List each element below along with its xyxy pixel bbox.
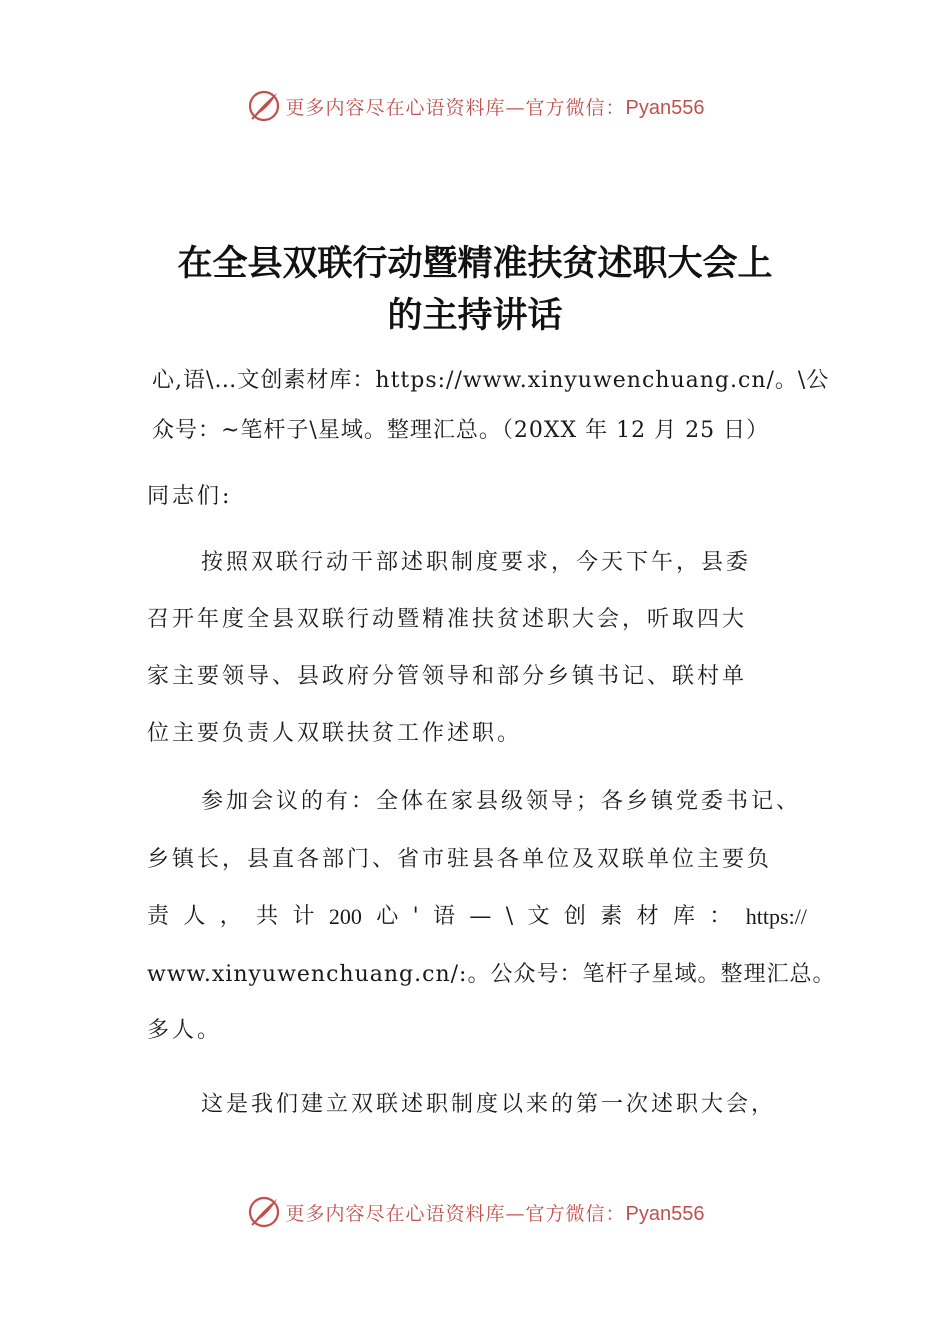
token: 库 bbox=[673, 904, 696, 929]
token: ' bbox=[412, 904, 419, 929]
banner-text: 更多内容尽在心语资料库—官方微信：Pyan556 bbox=[285, 96, 705, 119]
token: 语 bbox=[433, 904, 456, 929]
header-watermark-banner bbox=[0, 84, 950, 128]
token: 文 bbox=[527, 904, 550, 929]
document-title bbox=[100, 238, 850, 342]
token: 素 bbox=[600, 904, 623, 929]
token: https:// bbox=[745, 904, 807, 929]
source-line-1: 心,语\…文创素材库：https://www.xinyuwenchuang.cn/。\公 bbox=[152, 368, 830, 393]
title-line-1: 在全县双联行动暨精准扶贫述职大会上 bbox=[177, 243, 773, 284]
token: 共 bbox=[256, 904, 279, 929]
token: ： bbox=[709, 904, 732, 929]
banner-text: 更多内容尽在心语资料库—官方微信：Pyan556 bbox=[285, 1202, 705, 1225]
para3-line-1: 这是我们建立双联述职制度以来的第一次述职大会， bbox=[201, 1092, 777, 1117]
para2-line-2: 乡镇长，县直各部门、省市驻县各单位及双联单位主要负 bbox=[147, 847, 773, 872]
para1-line-2: 召开年度全县双联行动暨精准扶贫述职大会，听取四大 bbox=[147, 607, 748, 632]
footer-watermark-banner bbox=[0, 1190, 950, 1234]
token: 人 bbox=[183, 904, 206, 929]
para2-line-3 bbox=[147, 902, 807, 932]
para1-line-4: 位主要负责人双联扶贫工作述职。 bbox=[147, 721, 523, 746]
title-line-2: 的主持讲话 bbox=[387, 295, 563, 336]
source-line-2: 众号：~笔杆子\星域。整理汇总。（20XX 年 12 月 25 日） bbox=[152, 418, 770, 443]
token: 责 bbox=[147, 904, 170, 929]
token: ， bbox=[219, 904, 242, 929]
token: 计 bbox=[292, 904, 315, 929]
token: 创 bbox=[563, 904, 586, 929]
token: 200 bbox=[328, 904, 362, 929]
quill-pen-logo-icon bbox=[246, 1194, 282, 1230]
quill-pen-logo-icon bbox=[246, 88, 282, 124]
para2-line-1: 参加会议的有：全体在家县级领导；各乡镇党委书记、 bbox=[201, 789, 802, 814]
para1-line-3: 家主要领导、县政府分管领导和部分乡镇书记、联村单 bbox=[147, 664, 748, 689]
token: 心 bbox=[376, 904, 399, 929]
para2-line-4: www.xinyuwenchuang.cn/:。公众号：笔杆子星域。整理汇总。 bbox=[147, 962, 836, 987]
wechat-id: Pyan556 bbox=[625, 1202, 705, 1225]
para2-line-5: 多人。 bbox=[147, 1018, 223, 1043]
salutation: 同志们: bbox=[147, 484, 233, 509]
para1-line-1: 按照双联行动干部述职制度要求，今天下午，县委 bbox=[201, 550, 752, 575]
wechat-id: Pyan556 bbox=[625, 96, 705, 119]
token: — bbox=[469, 904, 492, 929]
token: \ bbox=[505, 904, 514, 929]
token: 材 bbox=[636, 904, 659, 929]
